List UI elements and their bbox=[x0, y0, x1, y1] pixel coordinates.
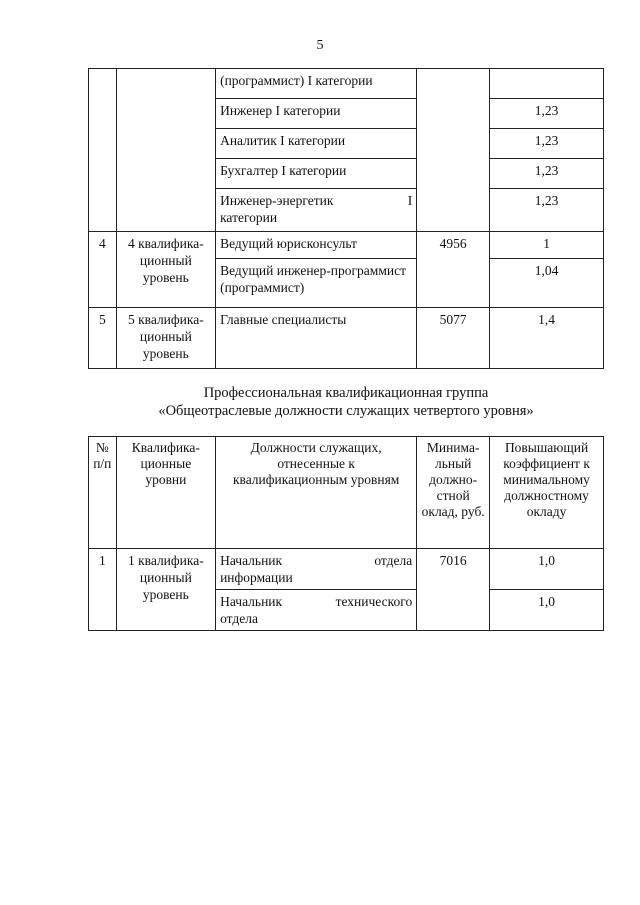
position-cell: Главные специалисты bbox=[216, 308, 417, 369]
position-text: технического bbox=[335, 594, 413, 609]
position-text: I bbox=[407, 193, 413, 208]
level-cell: 5 квалифика-ционный уровень bbox=[116, 308, 215, 369]
salary-cell: 4956 bbox=[417, 232, 490, 308]
position-cell: Ведущий инженер-программист (программист) bbox=[216, 259, 417, 308]
position-text: Начальник bbox=[220, 553, 283, 568]
coef-cell: 1,0 bbox=[490, 590, 604, 631]
table-row bbox=[89, 232, 604, 259]
position-text: информации bbox=[220, 570, 293, 585]
salary-cell bbox=[417, 69, 490, 232]
section-title-line: Профессиональная квалификационная группа bbox=[203, 385, 489, 401]
table-row bbox=[89, 69, 604, 99]
position-text: Начальник bbox=[220, 594, 283, 609]
position-cell: Ведущий юрисконсульт bbox=[216, 232, 417, 259]
coef-cell: 1,23 bbox=[490, 189, 604, 232]
position-cell bbox=[216, 549, 417, 590]
header-coef: Повышающий коэффициент к минимальному должностному окладу bbox=[490, 437, 604, 549]
position-text: Инженер-энергетик bbox=[220, 193, 334, 208]
level-cell: 4 квалифика-ционный уровень bbox=[116, 232, 215, 308]
position-cell: Инженер I категории bbox=[216, 99, 417, 129]
level-cell bbox=[116, 69, 215, 232]
coef-cell: 1,23 bbox=[490, 99, 604, 129]
coef-cell: 1,23 bbox=[490, 159, 604, 189]
qualification-table-continued bbox=[88, 68, 604, 369]
table-header-row bbox=[89, 437, 604, 549]
header-num: № п/п bbox=[89, 437, 117, 549]
header-level: Квалифика-ционные уровни bbox=[116, 437, 215, 549]
header-salary: Минима-льный должно-стной оклад, руб. bbox=[417, 437, 490, 549]
position-text: категории bbox=[220, 210, 278, 225]
num-cell bbox=[89, 69, 117, 232]
num-cell: 1 bbox=[89, 549, 117, 631]
page-number: 5 bbox=[316, 38, 324, 53]
position-cell: Бухгалтер I категории bbox=[216, 159, 417, 189]
coef-cell: 1,0 bbox=[490, 549, 604, 590]
coef-cell: 1,23 bbox=[490, 129, 604, 159]
num-cell: 4 bbox=[89, 232, 117, 308]
qualification-table bbox=[88, 436, 604, 631]
header-positions: Должности служащих, отнесенные к квалификационным уровням bbox=[216, 437, 417, 549]
section-title bbox=[88, 384, 604, 420]
table-row bbox=[89, 308, 604, 369]
position-cell bbox=[216, 590, 417, 631]
coef-cell: 1,04 bbox=[490, 259, 604, 308]
salary-cell: 5077 bbox=[417, 308, 490, 369]
coef-cell: 1 bbox=[490, 232, 604, 259]
table-row bbox=[89, 549, 604, 590]
section-title-line: «Общеотраслевые должности служащих четвертого уровня» bbox=[158, 403, 534, 419]
num-cell: 5 bbox=[89, 308, 117, 369]
position-text: отдела bbox=[220, 611, 258, 626]
level-cell: 1 квалифика-ционный уровень bbox=[116, 549, 215, 631]
position-cell bbox=[216, 189, 417, 232]
coef-cell: 1,4 bbox=[490, 308, 604, 369]
salary-cell: 7016 bbox=[417, 549, 490, 631]
position-cell: Аналитик I категории bbox=[216, 129, 417, 159]
coef-cell bbox=[490, 69, 604, 99]
position-cell: (программист) I категории bbox=[216, 69, 417, 99]
position-text: отдела bbox=[374, 553, 413, 568]
